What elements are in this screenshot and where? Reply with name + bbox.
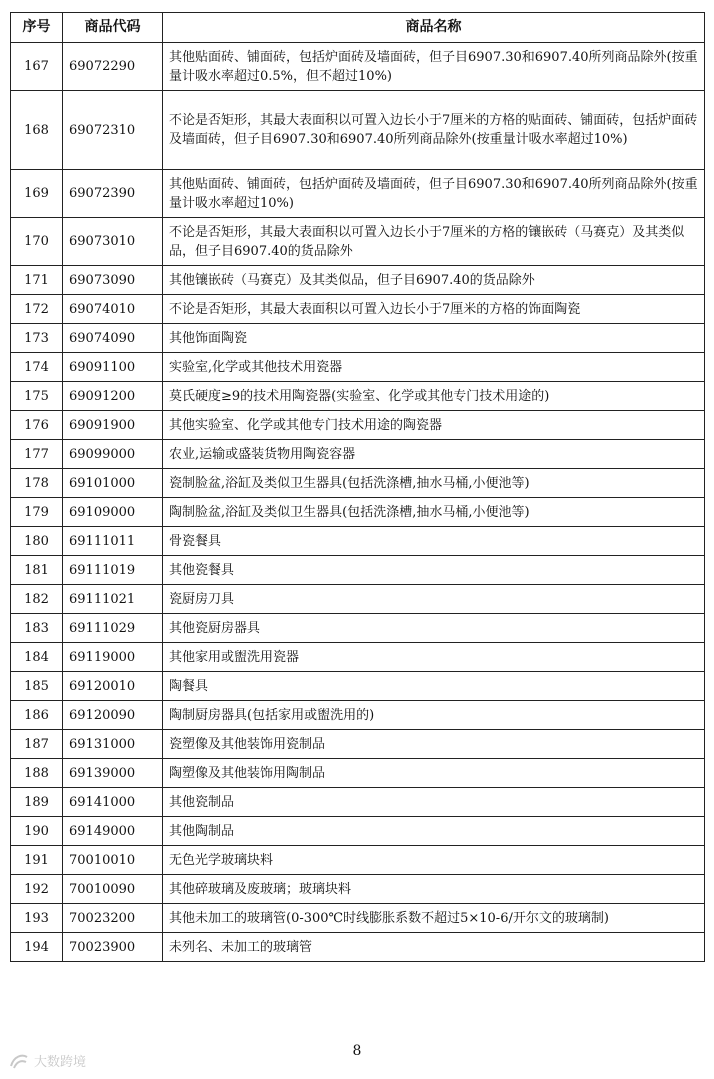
row-number-cell: 168 xyxy=(11,91,63,170)
row-number-cell: 194 xyxy=(11,933,63,962)
row-name-cell: 其他瓷餐具 xyxy=(163,556,705,585)
row-code-cell: 69111021 xyxy=(63,585,163,614)
goods-table xyxy=(10,12,705,962)
page-number: 8 xyxy=(352,1043,362,1059)
row-name-cell: 瓷厨房刀具 xyxy=(163,585,705,614)
row-code-cell: 69074090 xyxy=(63,324,163,353)
table-row xyxy=(11,585,705,614)
row-number-cell: 184 xyxy=(11,643,63,672)
row-code-cell: 69109000 xyxy=(63,498,163,527)
row-number-cell: 167 xyxy=(11,43,63,91)
row-number-cell: 193 xyxy=(11,904,63,933)
row-name-cell: 不论是否矩形，其最大表面积以可置入边长小于7厘米的方格的镶嵌砖（马赛克）及其类似品，但子目6907.40的货品除外 xyxy=(163,218,705,266)
row-name-cell: 实验室,化学或其他技术用瓷器 xyxy=(163,353,705,382)
row-code-cell: 69091200 xyxy=(63,382,163,411)
row-code-cell: 69073010 xyxy=(63,218,163,266)
row-code-cell: 70010090 xyxy=(63,875,163,904)
row-code-cell: 69120090 xyxy=(63,701,163,730)
table-row xyxy=(11,91,705,170)
row-code-cell: 69141000 xyxy=(63,788,163,817)
row-name-cell: 其他瓷厨房器具 xyxy=(163,614,705,643)
row-number-cell: 171 xyxy=(11,266,63,295)
row-number-cell: 182 xyxy=(11,585,63,614)
row-code-cell: 69074010 xyxy=(63,295,163,324)
row-code-cell: 69111029 xyxy=(63,614,163,643)
row-code-cell: 69099000 xyxy=(63,440,163,469)
table-row xyxy=(11,643,705,672)
row-number-cell: 180 xyxy=(11,527,63,556)
watermark xyxy=(8,1051,86,1070)
row-name-cell: 陶塑像及其他装饰用陶制品 xyxy=(163,759,705,788)
table-row xyxy=(11,411,705,440)
row-code-cell: 69119000 xyxy=(63,643,163,672)
header-name: 商品名称 xyxy=(163,13,705,43)
row-code-cell: 69131000 xyxy=(63,730,163,759)
row-number-cell: 169 xyxy=(11,170,63,218)
row-code-cell: 69091100 xyxy=(63,353,163,382)
row-name-cell: 不论是否矩形，其最大表面积以可置入边长小于7厘米的方格的贴面砖、铺面砖，包括炉面砖及墙面砖，但子目6907.30和6907.40所列商品除外(按重量计吸水率超过10%) xyxy=(163,91,705,170)
row-code-cell: 69111011 xyxy=(63,527,163,556)
table-header-row xyxy=(11,13,705,43)
table-row xyxy=(11,440,705,469)
row-name-cell: 不论是否矩形，其最大表面积以可置入边长小于7厘米的方格的饰面陶瓷 xyxy=(163,295,705,324)
table-row xyxy=(11,469,705,498)
table-row xyxy=(11,218,705,266)
row-number-cell: 183 xyxy=(11,614,63,643)
row-name-cell: 其他瓷制品 xyxy=(163,788,705,817)
row-name-cell: 其他未加工的玻璃管(0-300℃时线膨胀系数不超过5×10-6/开尔文的玻璃制) xyxy=(163,904,705,933)
row-name-cell: 莫氏硬度≥9的技术用陶瓷器(实验室、化学或其他专门技术用途的) xyxy=(163,382,705,411)
row-code-cell: 69072310 xyxy=(63,91,163,170)
row-code-cell: 69101000 xyxy=(63,469,163,498)
table-row xyxy=(11,904,705,933)
row-number-cell: 172 xyxy=(11,295,63,324)
row-name-cell: 无色光学玻璃块料 xyxy=(163,846,705,875)
row-number-cell: 176 xyxy=(11,411,63,440)
row-number-cell: 185 xyxy=(11,672,63,701)
row-name-cell: 陶制脸盆,浴缸及类似卫生器具(包括洗涤槽,抽水马桶,小便池等) xyxy=(163,498,705,527)
table-row xyxy=(11,875,705,904)
row-number-cell: 174 xyxy=(11,353,63,382)
table-row xyxy=(11,295,705,324)
row-name-cell: 未列名、未加工的玻璃管 xyxy=(163,933,705,962)
row-number-cell: 175 xyxy=(11,382,63,411)
row-name-cell: 其他镶嵌砖（马赛克）及其类似品，但子目6907.40的货品除外 xyxy=(163,266,705,295)
row-code-cell: 70023200 xyxy=(63,904,163,933)
row-code-cell: 69072290 xyxy=(63,43,163,91)
row-number-cell: 189 xyxy=(11,788,63,817)
row-name-cell: 农业,运输或盛装货物用陶瓷容器 xyxy=(163,440,705,469)
table-row xyxy=(11,614,705,643)
table-row xyxy=(11,817,705,846)
table-row xyxy=(11,730,705,759)
row-code-cell: 69091900 xyxy=(63,411,163,440)
table-row xyxy=(11,266,705,295)
row-name-cell: 瓷塑像及其他装饰用瓷制品 xyxy=(163,730,705,759)
row-code-cell: 70010010 xyxy=(63,846,163,875)
row-number-cell: 173 xyxy=(11,324,63,353)
row-code-cell: 69139000 xyxy=(63,759,163,788)
row-number-cell: 170 xyxy=(11,218,63,266)
row-number-cell: 187 xyxy=(11,730,63,759)
row-number-cell: 190 xyxy=(11,817,63,846)
row-name-cell: 其他碎玻璃及废玻璃；玻璃块料 xyxy=(163,875,705,904)
row-code-cell: 70023900 xyxy=(63,933,163,962)
header-code: 商品代码 xyxy=(63,13,163,43)
row-name-cell: 其他家用或盥洗用瓷器 xyxy=(163,643,705,672)
row-number-cell: 181 xyxy=(11,556,63,585)
table-row xyxy=(11,556,705,585)
row-name-cell: 其他贴面砖、铺面砖，包括炉面砖及墙面砖，但子目6907.30和6907.40所列商品除外(按重量计吸水率超过0.5%，但不超过10%) xyxy=(163,43,705,91)
table-row xyxy=(11,672,705,701)
row-number-cell: 192 xyxy=(11,875,63,904)
table-body xyxy=(11,43,705,962)
table-row xyxy=(11,353,705,382)
row-code-cell: 69111019 xyxy=(63,556,163,585)
table-row xyxy=(11,759,705,788)
table-row xyxy=(11,701,705,730)
row-number-cell: 179 xyxy=(11,498,63,527)
row-name-cell: 其他实验室、化学或其他专门技术用途的陶瓷器 xyxy=(163,411,705,440)
row-code-cell: 69120010 xyxy=(63,672,163,701)
row-code-cell: 69073090 xyxy=(63,266,163,295)
row-name-cell: 陶餐具 xyxy=(163,672,705,701)
row-code-cell: 69149000 xyxy=(63,817,163,846)
table-row xyxy=(11,43,705,91)
row-number-cell: 188 xyxy=(11,759,63,788)
row-number-cell: 191 xyxy=(11,846,63,875)
row-name-cell: 瓷制脸盆,浴缸及类似卫生器具(包括洗涤槽,抽水马桶,小便池等) xyxy=(163,469,705,498)
row-number-cell: 178 xyxy=(11,469,63,498)
watermark-text: 大数跨境 xyxy=(34,1055,87,1070)
header-no: 序号 xyxy=(11,13,63,43)
row-code-cell: 69072390 xyxy=(63,170,163,218)
row-name-cell: 其他饰面陶瓷 xyxy=(163,324,705,353)
row-name-cell: 其他陶制品 xyxy=(163,817,705,846)
table-row xyxy=(11,170,705,218)
row-name-cell: 其他贴面砖、铺面砖，包括炉面砖及墙面砖，但子目6907.30和6907.40所列商品除外(按重量计吸水率超过10%) xyxy=(163,170,705,218)
table-row xyxy=(11,498,705,527)
row-number-cell: 186 xyxy=(11,701,63,730)
logo-icon xyxy=(8,1052,30,1070)
table-row xyxy=(11,382,705,411)
table-row xyxy=(11,527,705,556)
table-row xyxy=(11,846,705,875)
table-row xyxy=(11,324,705,353)
row-name-cell: 陶制厨房器具(包括家用或盥洗用的) xyxy=(163,701,705,730)
table-row xyxy=(11,788,705,817)
table-row xyxy=(11,933,705,962)
row-name-cell: 骨瓷餐具 xyxy=(163,527,705,556)
row-number-cell: 177 xyxy=(11,440,63,469)
